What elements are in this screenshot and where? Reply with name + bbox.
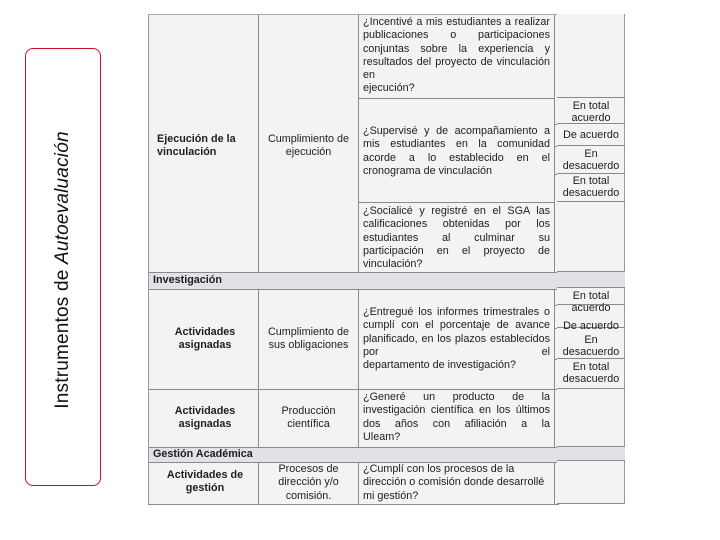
grid-line [258,289,259,447]
r3-question [363,391,550,444]
grid-line [358,202,555,203]
r1-option-total-agree: En total acuerdo [571,100,611,124]
r1-question-3-last: vinculación? [363,258,423,271]
side-title [52,131,74,408]
r1-option-disagree: En desacuerdo [562,148,620,172]
grid-line [149,289,558,290]
r2-dimension: Actividades asignadas [174,326,236,352]
grid-line [557,97,625,98]
grid-line [557,388,625,389]
grid-line [557,145,625,146]
r4-dimension: Actividades de gestión [166,469,244,495]
side-title-emphasis: Autoevaluación [52,131,73,265]
r1-indicator: Cumplimiento de ejecución [267,133,349,159]
grid-line [358,462,359,505]
r1-question-3 [363,205,550,271]
r3-dimension: Actividades asignadas [174,405,236,431]
r1-option-agree: De acuerdo [563,129,619,141]
grid-line [358,98,555,99]
r1-question-2-text: ¿Supervisé y de acompañamiento a mis estudiantes en la comunidad acorde a lo establecido en el [363,125,550,164]
grid-line [149,272,558,273]
r3-question-last: Uleam? [363,430,401,443]
r1-question-1 [363,16,550,96]
r2-question-last: departamento de investigación? [363,359,517,372]
grid-line [149,389,558,390]
grid-line [557,503,625,504]
r2-option-total-disagree: En total desacuerdo [562,361,620,385]
r1-question-2 [363,125,550,178]
r2-option-disagree: En desacuerdo [562,334,620,358]
side-title-text: Instrumentos de [52,264,73,409]
grid-line [554,289,555,447]
r4-question: ¿Cumplí con los procesos de la dirección o comisión donde desarrollé mi gestión? [363,463,545,502]
r3-indicator: Producción científica [281,405,336,431]
grid-line [554,15,555,272]
answer-column [557,14,625,504]
r1-dimension: Ejecución de la vinculación [157,133,236,159]
grid-line [258,15,259,272]
r4-indicator: Procesos de dirección y/o comisión. [278,463,339,502]
r2-option-total-agree: En total acuerdo [571,290,611,314]
r2-option-agree: De acuerdo [563,320,619,332]
r2-question-text: ¿Entregué los informes trimestrales o cumplí con el porcentaje de avance planificado, en los plazos establecidos por el [363,306,550,358]
grid-line [258,462,259,505]
grid-line [557,358,625,359]
r3-question-text: ¿Generé un producto de la investigación científica en los últimos dos años con afiliación a la [363,391,550,430]
section-gestion: Gestión Académica [153,448,253,460]
section-band [557,271,625,288]
grid-line [557,173,625,174]
section-investigacion: Investigación [153,274,222,286]
r2-indicator: Cumplimiento de sus obligaciones [267,326,349,352]
r1-question-3-text: ¿Socialicé y registré en el SGA las calificaciones obtenidas por los estudiantes al culminar su participación en el proyecto de [363,205,550,257]
grid-line [149,504,558,505]
evaluation-table [148,14,558,505]
section-band [557,446,625,461]
grid-line [358,15,359,272]
grid-line [358,289,359,447]
r1-question-1-last: ejecución? [363,82,415,95]
r1-question-1-text: ¿Incentivé a mis estudiantes a realizar publicaciones o participaciones conjuntas sobre la experiencia y resultados del proyecto de vinculación en [363,16,550,82]
grid-line [554,462,555,505]
r1-question-2-last: cronograma de vinculación [363,164,493,177]
grid-line [557,201,625,202]
r2-question [363,306,550,372]
r1-option-total-disagree: En total desacuerdo [562,175,620,199]
